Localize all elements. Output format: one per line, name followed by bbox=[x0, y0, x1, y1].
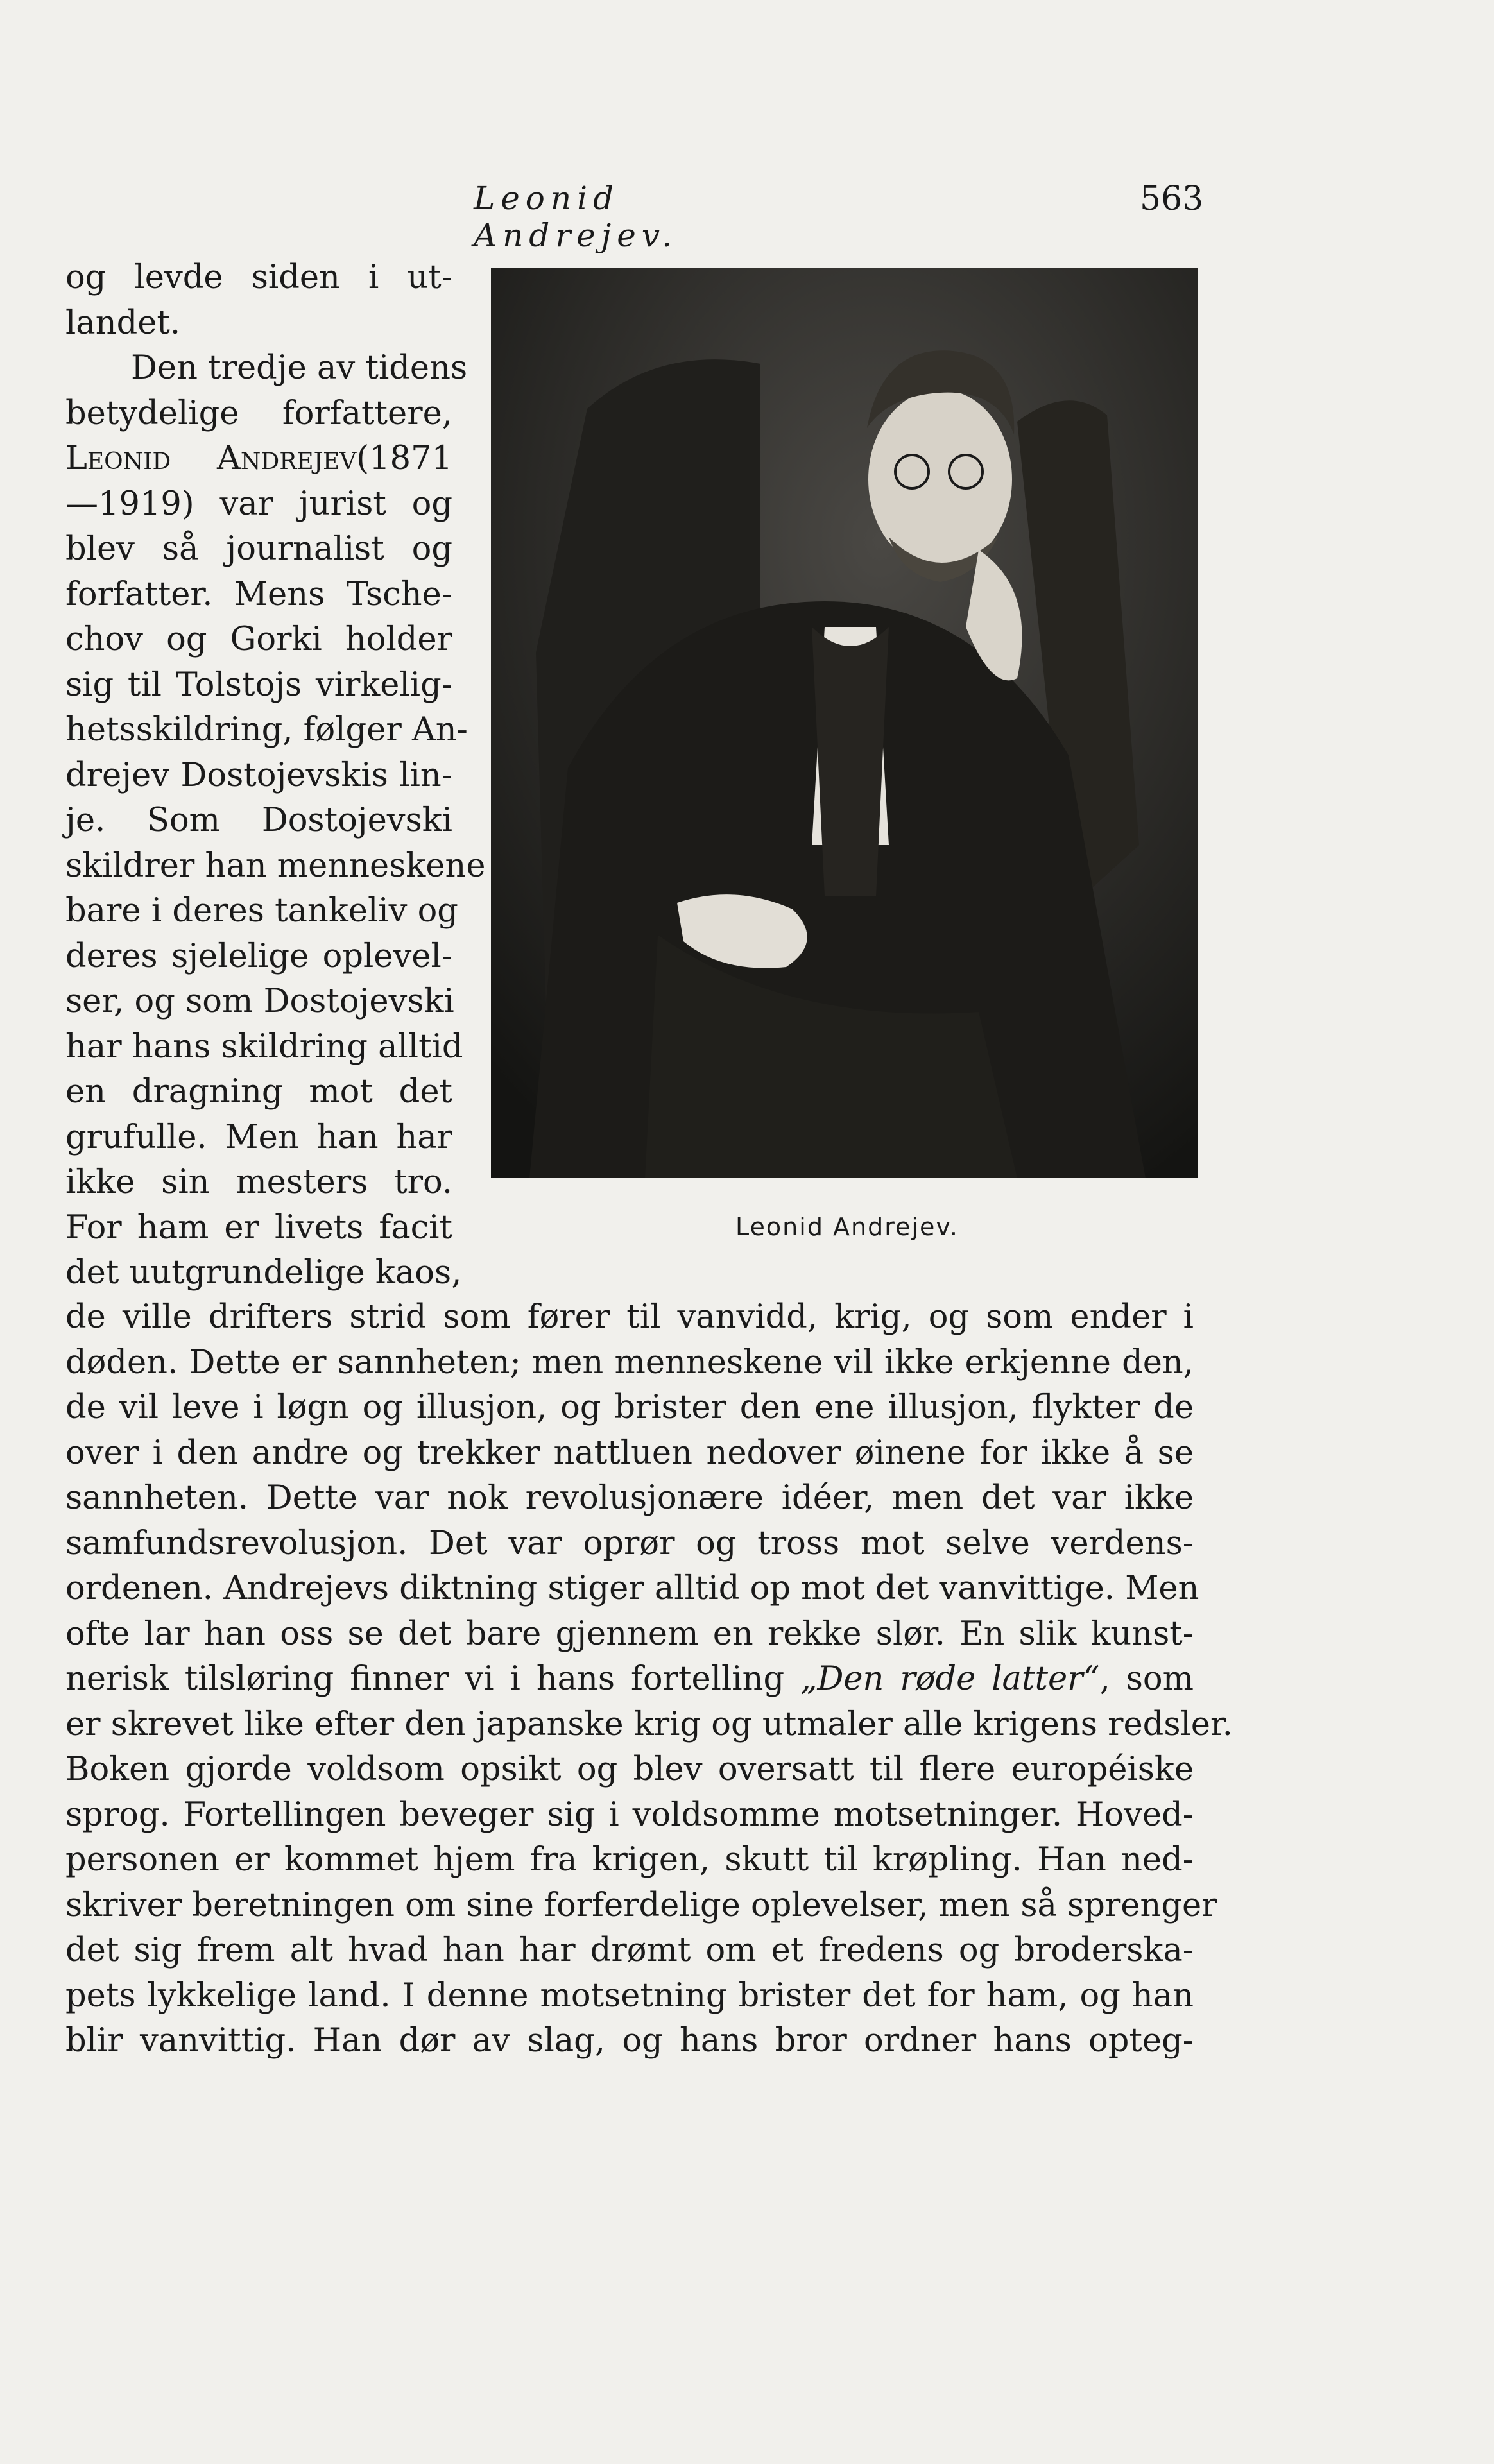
running-header-title: Leonid Andrejev. bbox=[474, 180, 678, 254]
text-line: For ham er livets facit bbox=[65, 1208, 452, 1247]
page-number: 563 bbox=[1140, 180, 1204, 218]
figure-caption: Leonid Andrejev. bbox=[735, 1213, 959, 1241]
text-line: —1919) var jurist og bbox=[65, 484, 452, 523]
text-line: forfatter. Mens Tsche- bbox=[65, 575, 452, 613]
full-width-text bbox=[65, 1295, 1233, 2064]
text-line-author-name bbox=[65, 436, 452, 482]
text-line: sprog. Fortellingen beveger sig i voldsomme motsetninger. Hoved- bbox=[65, 1795, 1194, 1834]
text-line: sannheten. Dette var nok revolusjonære idéer, men det var ikke bbox=[65, 1479, 1194, 1517]
text-line: bare i deres tankeliv og bbox=[65, 892, 458, 930]
text-line: ser, og som Dostojevski bbox=[65, 982, 454, 1020]
text-line: det sig frem alt hvad han har drømt om et fredens og broderska- bbox=[65, 1931, 1194, 1969]
text-line: blir vanvittig. Han dør av slag, og hans bror ordner hans opteg- bbox=[65, 2022, 1194, 2060]
text-line: chov og Gorki holder bbox=[65, 620, 452, 658]
text-line: en dragning mot det bbox=[65, 1073, 452, 1111]
text-line: skriver beretningen om sine forferdelige oplevelser, men så sprenger bbox=[65, 1886, 1217, 1924]
text-line: Den tredje av tidens bbox=[131, 349, 468, 387]
text-line: ikke sin mesters tro. bbox=[65, 1163, 452, 1201]
text-line: betydelige forfattere, bbox=[65, 394, 452, 432]
text-line: samfundsrevolusjon. Det var oprør og tross mot selve verdens- bbox=[65, 1524, 1194, 1562]
text-line: har hans skildring alltid bbox=[65, 1027, 463, 1066]
text-line: grufulle. Men han har bbox=[65, 1118, 452, 1156]
narrow-column-text bbox=[65, 255, 486, 1296]
text-line: landet. bbox=[65, 304, 181, 342]
text-segment: nerisk tilsløring finner vi i hans fortelling bbox=[65, 1660, 801, 1698]
text-line: je. Som Dostojevski bbox=[65, 801, 452, 839]
text-segment: , som bbox=[1099, 1660, 1194, 1698]
book-title: „Den røde latter“ bbox=[800, 1660, 1100, 1698]
text-line: det uutgrundelige kaos, bbox=[65, 1254, 462, 1292]
text-line: hetsskildring, følger An- bbox=[65, 711, 468, 749]
text-line: de ville drifters strid som fører til vanvidd, krig, og som ender i bbox=[65, 1298, 1194, 1336]
text-line: de vil leve i løgn og illusjon, og brister den ene illusjon, flykter de bbox=[65, 1389, 1194, 1426]
text-line: over i den andre og trekker nattluen nedover øinene for ikke å se bbox=[65, 1433, 1194, 1472]
text-line: sig til Tolstojs virkelig- bbox=[65, 665, 452, 704]
author-name: Leonid Andrejev bbox=[65, 440, 357, 477]
text-line: er skrevet like efter den japanske krig og utmaler alle krigens redsler. bbox=[65, 1705, 1233, 1743]
text-line: deres sjelelige oplevel- bbox=[65, 937, 452, 975]
portrait-photo-icon bbox=[491, 268, 1198, 1178]
text-line-book-title bbox=[65, 1657, 1194, 1702]
text-line: pets lykkelige land. I denne motsetning brister det for ham, og han bbox=[65, 1976, 1194, 2015]
text-line: døden. Dette er sannheten; men menneskene vil ikke erkjenne den, bbox=[65, 1343, 1194, 1382]
author-years: (1871 bbox=[356, 440, 452, 477]
text-line: personen er kommet hjem fra krigen, skutt til krøpling. Han ned- bbox=[65, 1841, 1194, 1879]
text-line: og levde siden i ut- bbox=[65, 259, 452, 296]
text-line: drejev Dostojevskis lin- bbox=[65, 756, 452, 794]
portrait-photo bbox=[491, 268, 1198, 1178]
text-line: blev så journalist og bbox=[65, 530, 452, 568]
text-line: Boken gjorde voldsom opsikt og blev oversatt til flere européiske bbox=[65, 1750, 1194, 1788]
text-line: ofte lar han oss se det bare gjennem en rekke slør. En slik kunst- bbox=[65, 1614, 1194, 1653]
text-line: skildrer han menneskene bbox=[65, 846, 486, 885]
text-line: ordenen. Andrejevs diktning stiger alltid op mot det vanvittige. Men bbox=[65, 1570, 1199, 1607]
